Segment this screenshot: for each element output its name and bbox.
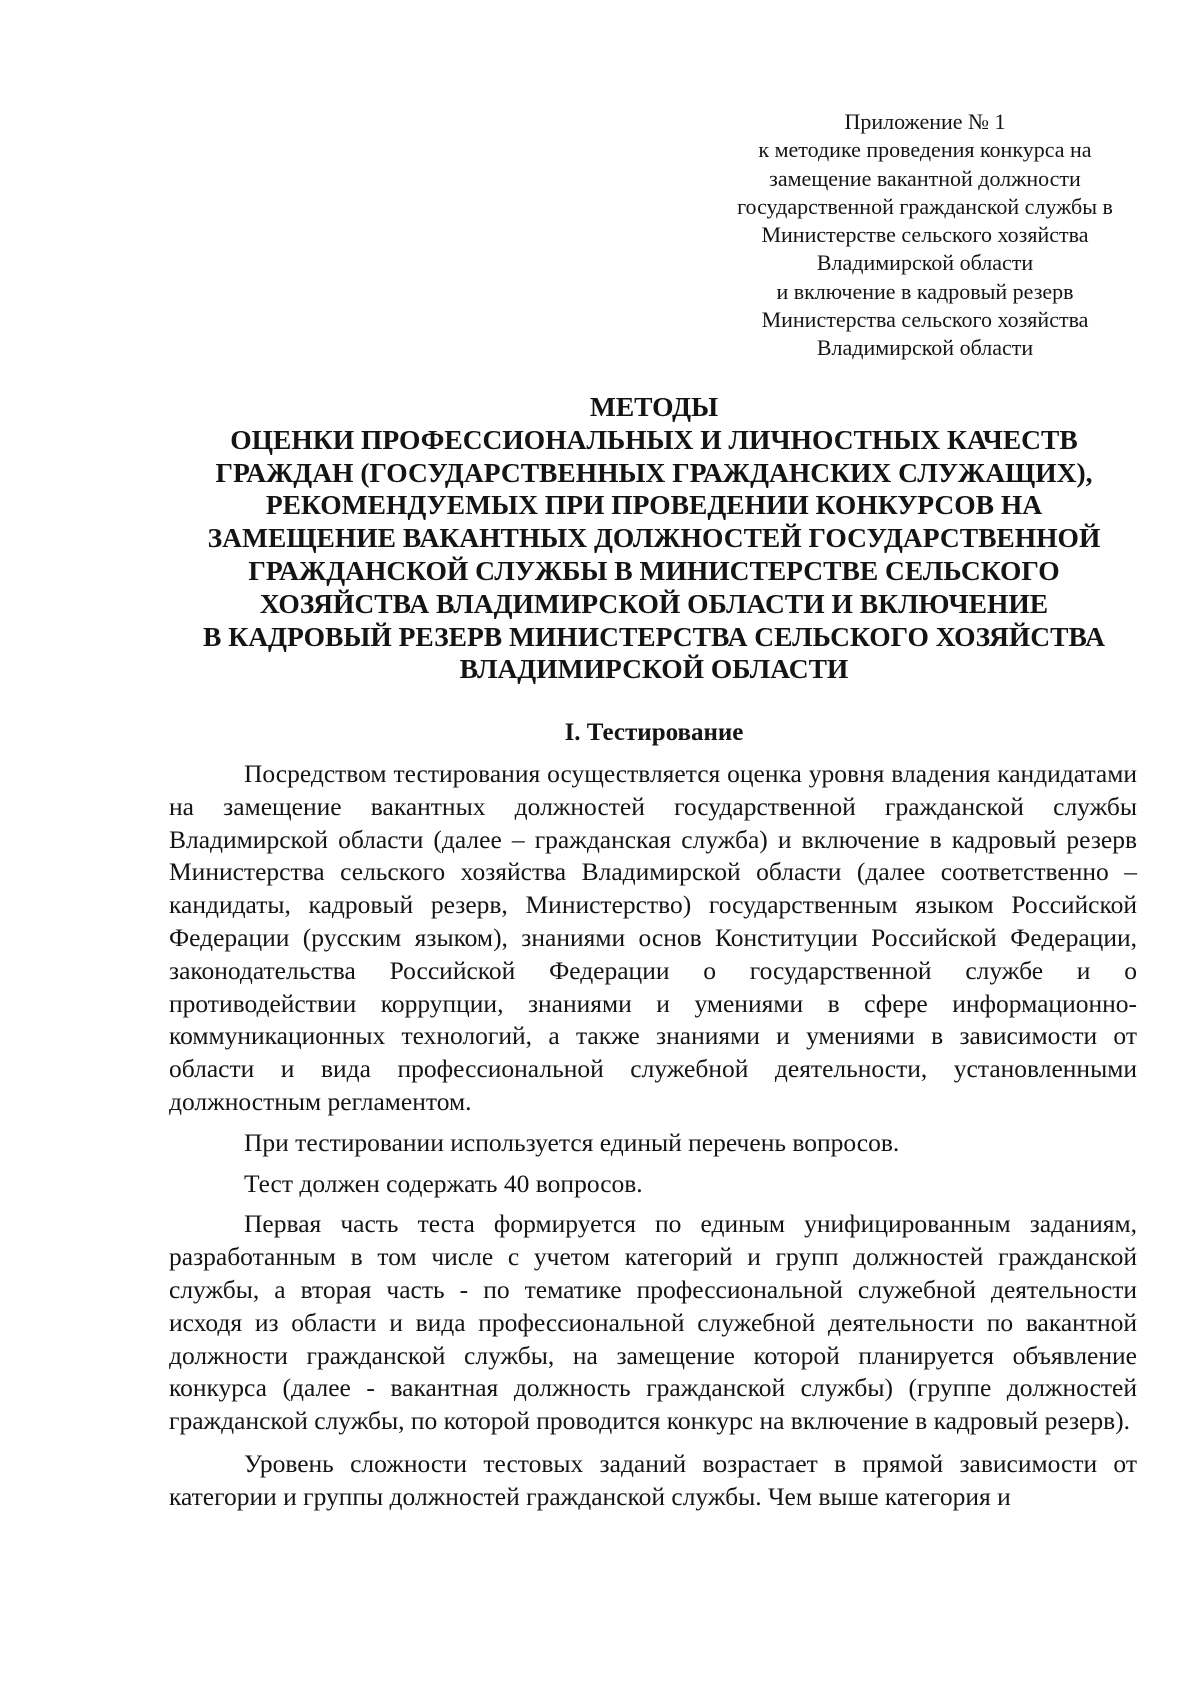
appendix-line: к методике проведения конкурса на: [758, 137, 1092, 163]
body-paragraph: Тест должен содержать 40 вопросов.: [244, 1168, 643, 1198]
appendix-line: замещение вакантной должности: [769, 165, 1081, 191]
body-paragraph: Первая часть теста формируется по единым унифицированным заданиям, разработанным в том числе с учетом категорий и групп должностей гражданской службы, а вторая часть - по тематике профессиональной служебной деятельности исходя из области и вида профессиональной служебной деятельности по вакантной должности гражданской службы, на замещение которой планируется объявление конкурса (далее - вакантная должность гражданской службы) (группе должностей гражданской службы, по которой проводится конкурс на включение в кадровый резерв).: [169, 1209, 1137, 1436]
appendix-line: Владимирской области: [816, 250, 1034, 276]
appendix-line: Владимирской области: [816, 335, 1034, 361]
title-line: ГРАЖДАНСКОЙ СЛУЖБЫ В МИНИСТЕРСТВЕ СЕЛЬСКОГО: [248, 554, 1060, 586]
appendix-line: и включение в кадровый резерв: [776, 278, 1074, 304]
appendix-header: [690, 108, 1160, 363]
appendix-line: государственной гражданской службы в: [737, 193, 1113, 219]
section-body: [169, 758, 1137, 1514]
body-paragraph: При тестировании используется единый перечень вопросов.: [244, 1127, 900, 1157]
title-line: ЗАМЕЩЕНИЕ ВАКАНТНЫХ ДОЛЖНОСТЕЙ ГОСУДАРСТВЕННОЙ: [207, 522, 1101, 554]
title-line: МЕТОДЫ: [589, 391, 719, 422]
title-line: ОЦЕНКИ ПРОФЕССИОНАЛЬНЫХ И ЛИЧНОСТНЫХ КАЧЕСТВ: [230, 423, 1078, 455]
title-line: В КАДРОВЫЙ РЕЗЕРВ МИНИСТЕРСТВА СЕЛЬСКОГО ХОЗЯЙСТВА: [203, 620, 1105, 652]
appendix-line: Министерстве сельского хозяйства: [761, 222, 1089, 248]
appendix-line: Министерства сельского хозяйства: [761, 307, 1089, 333]
body-paragraph: Посредством тестирования осуществляется оценка уровня владения кандидатами на замещение вакантных должностей государственной гражданской службы Владимирской области (далее – гражданская служба) и включение в кадровый резерв Министерства сельского хозяйства Владимирской области (далее соответственно – кандидаты, кадровый резерв, Министерство) государственным языком Российской Федерации (русским языком), знаниями основ Конституции Российской Федерации, законодательства Российской Федерации о государственной службе и о противодействии коррупции, знаниями и умениями в сфере информационно-коммуникационных технологий, а также знаниями и умениями в зависимости от области и вида профессиональной служебной деятельности, установленными должностным регламентом.: [169, 759, 1137, 1116]
body-paragraph: Уровень сложности тестовых заданий возрастает в прямой зависимости от категории и группы должностей гражданской службы. Чем выше категория и: [169, 1448, 1137, 1511]
title-line: ВЛАДИМИРСКОЙ ОБЛАСТИ: [459, 653, 849, 685]
title-line: ХОЗЯЙСТВА ВЛАДИМИРСКОЙ ОБЛАСТИ И ВКЛЮЧЕНИЕ: [259, 587, 1049, 619]
title-line: ГРАЖДАН (ГОСУДАРСТВЕННЫХ ГРАЖДАНСКИХ СЛУЖАЩИХ),: [215, 456, 1093, 488]
document-title: [170, 391, 1138, 686]
section-heading: I. Тестирование: [564, 719, 744, 746]
appendix-line: Приложение № 1: [844, 109, 1006, 134]
title-line: РЕКОМЕНДУЕМЫХ ПРИ ПРОВЕДЕНИИ КОНКУРСОВ НА: [265, 489, 1043, 521]
